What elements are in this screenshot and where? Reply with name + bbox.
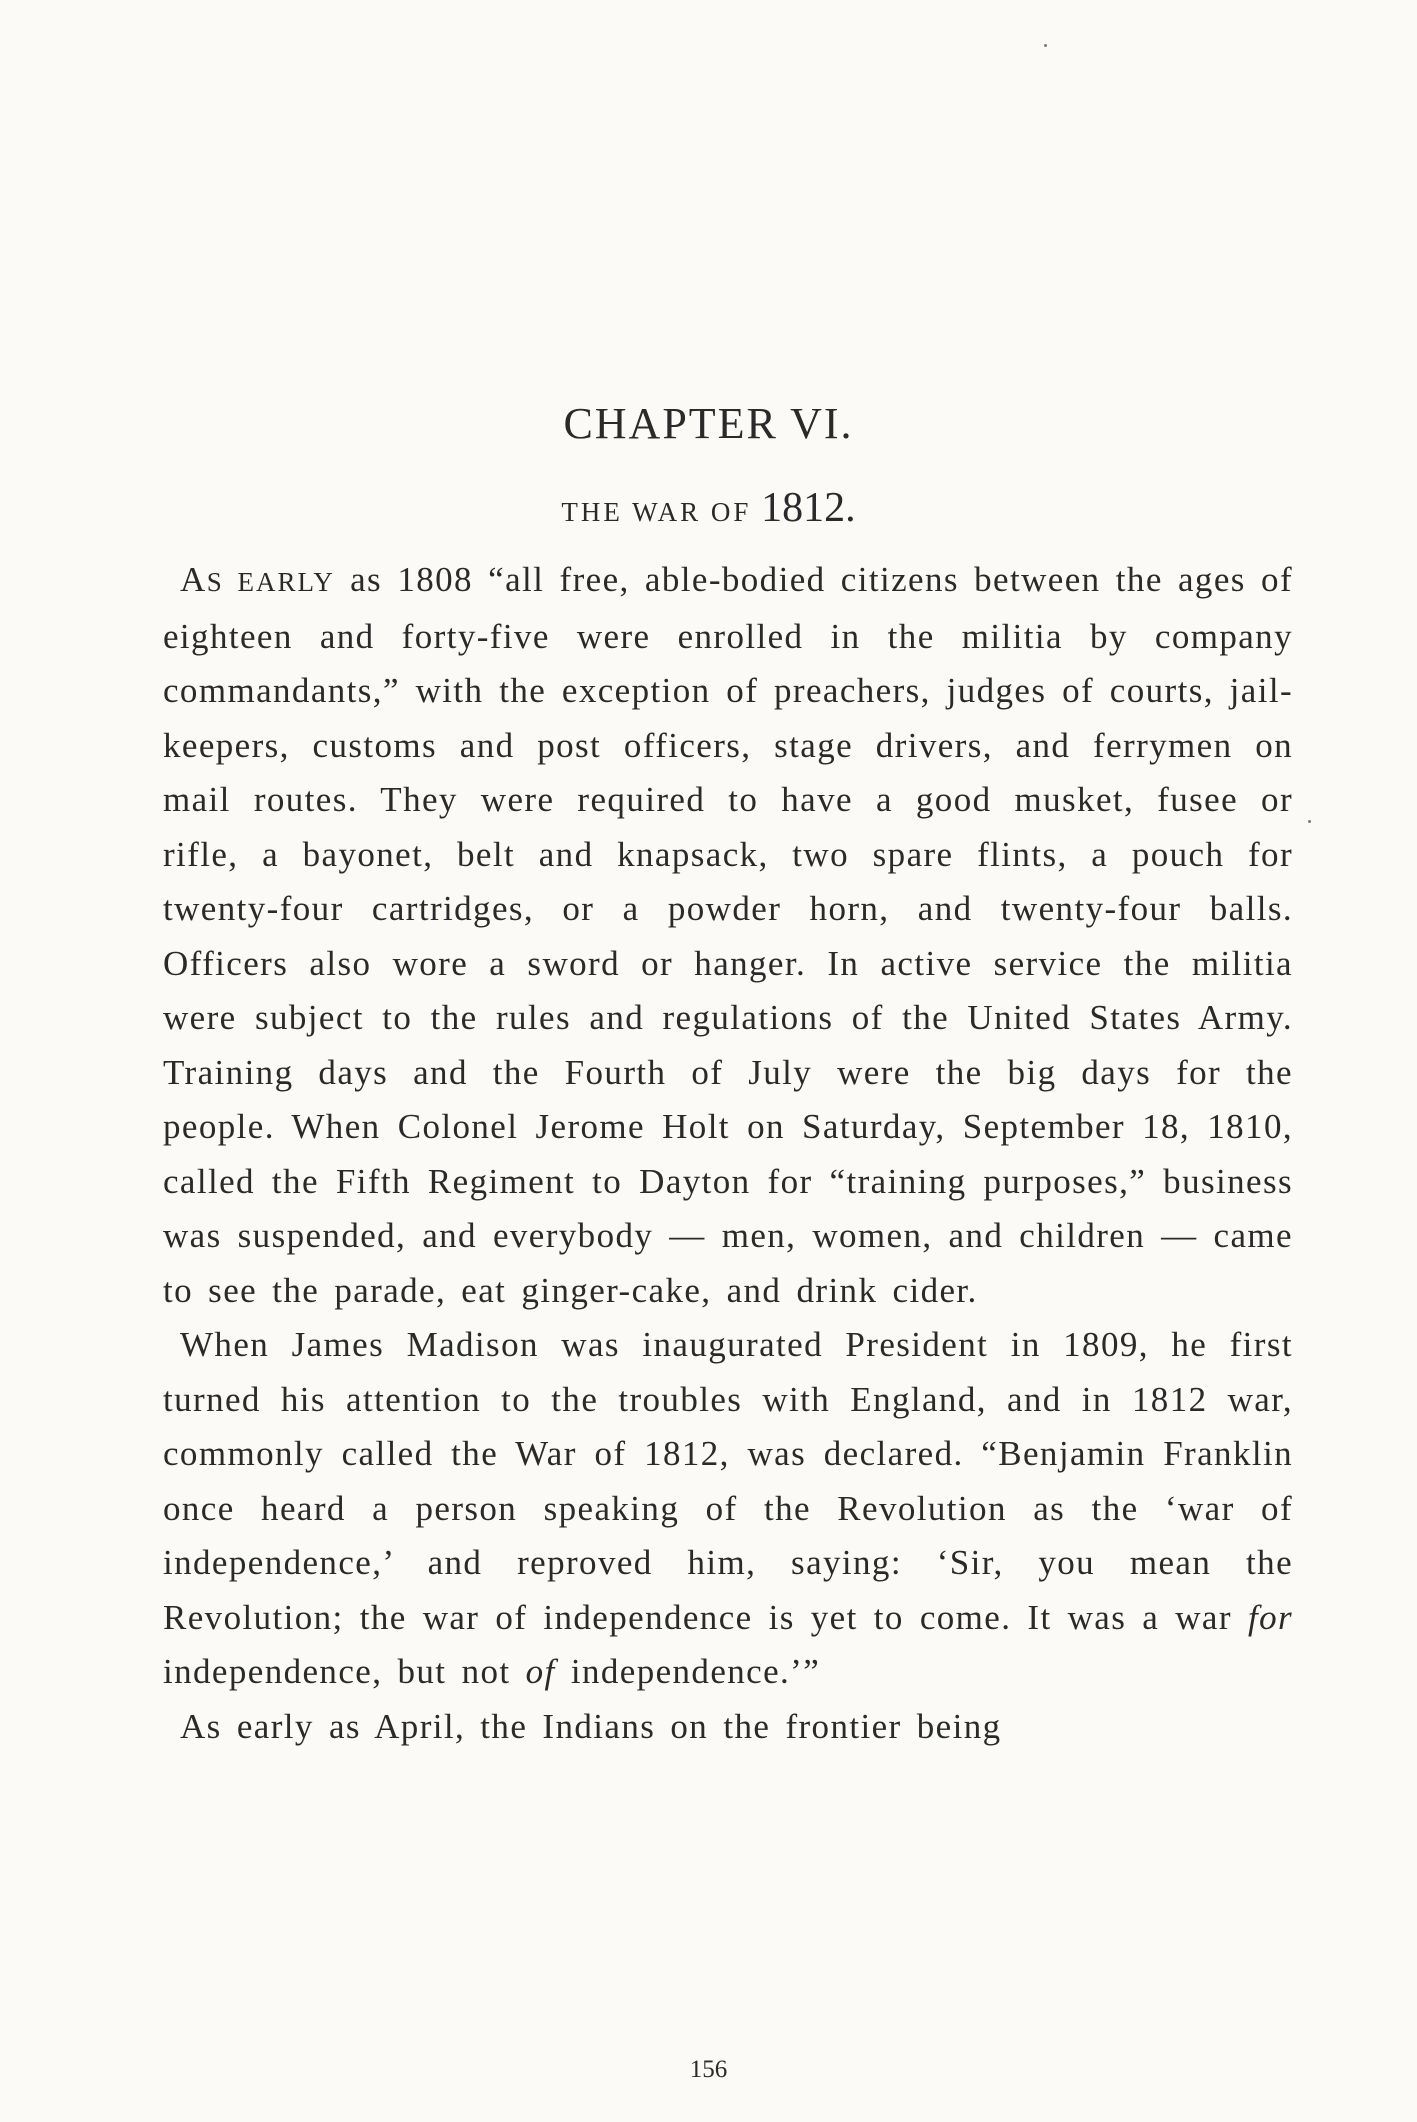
paragraph-text: independence, but not: [163, 1652, 526, 1691]
paragraph-text: As early as April, the Indians on the frontier being: [180, 1706, 1002, 1746]
paragraph: [163, 1700, 1293, 1755]
paragraph-text: as 1808 “all free, able-bodied citizens between the ages of eighteen and forty-five were enrolled in the militia by company commandants,” with the exception of preachers, judges of courts, jail-keepers, customs and post officers, stage drivers, and ferrymen on mail routes. They were required to have a good musket, fusee or rifle, a bayonet, belt and knapsack, two spare flints, a pouch for twenty-four cartridges, or a powder horn, and twenty-four balls. Officers also wore a sword or hanger. In active service the militia were subject to the rules and regulations of the United States Army. Training days and the Fourth of July were the big days for the people. When Colonel Jerome Holt on Saturday, September 18, 1810, called the Fifth Regiment to Dayton for “training purposes,” business was suspended, and everybody — men, women, and children — came to see the parade, eat ginger-cake, and drink cider.: [163, 560, 1293, 1310]
paragraph-lead-initial: A: [180, 560, 207, 599]
paragraph-text: independence.’”: [555, 1652, 821, 1691]
paragraph-text: When James Madison was inaugurated President in 1809, he first turned his attention to the troubles with England, and in 1812 war, commonly called the War of 1812, was declared. “Benjamin Franklin once heard a person speaking of the Revolution as the ‘war of independence,’ and reproved him, saying: ‘Sir, you mean the Revolution; the war of independence is yet to come. It was a war: [163, 1325, 1293, 1637]
paragraph-italic-text: of: [525, 1652, 556, 1691]
chapter-subtitle-words: THE WAR OF: [561, 497, 762, 527]
print-speck: [1308, 820, 1311, 823]
chapter-subtitle-year: 1812.: [761, 485, 856, 531]
paragraph: [163, 1318, 1293, 1700]
body-text: [163, 553, 1293, 1754]
paragraph: [163, 553, 1293, 1318]
paragraph-italic-text: for: [1247, 1597, 1293, 1637]
chapter-subtitle: [0, 484, 1417, 532]
chapter-title: CHAPTER VI.: [563, 399, 854, 448]
page-number: 156: [689, 2056, 728, 2083]
paragraph-lead-small-caps: S EARLY: [206, 567, 335, 597]
print-speck: [1044, 44, 1047, 47]
